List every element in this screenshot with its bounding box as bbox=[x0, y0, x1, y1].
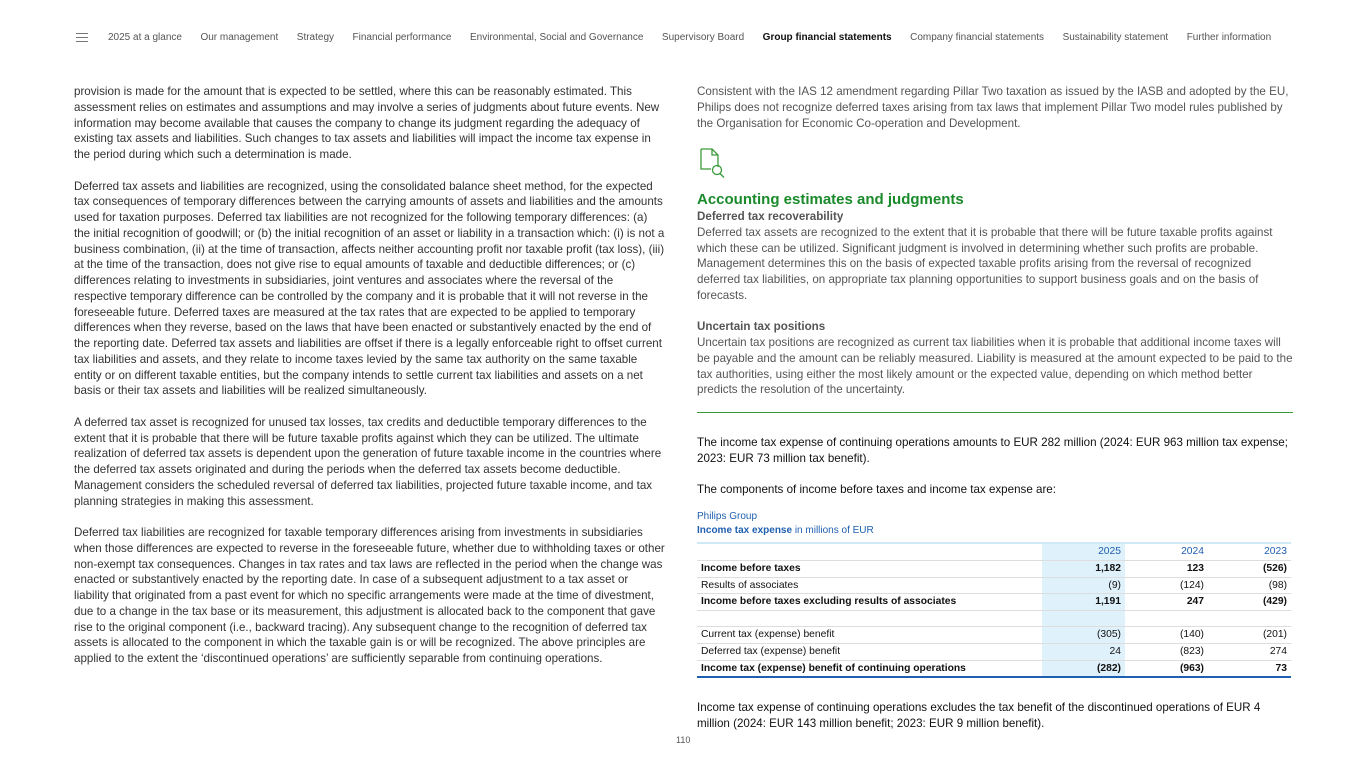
row-label: Current tax (expense) benefit bbox=[697, 627, 1042, 644]
nav-item[interactable]: Our management bbox=[200, 32, 279, 43]
paragraph: Deferred tax liabilities are recognized for taxable temporary differences arising from investments in subsidiaries when those differences are expected to reverse in the foreseeable future, whether due to withholding taxes or other non-exempt tax consequences. Changes in tax rates and tax laws are reflected in the period when the change was enacted or substantively enacted by the reporting date. In case of a subsequent adjustment to a tax asset or liability that originated from a past event for which no specific arrangements were made at the time of divestment, due to a change in the tax base or its measurement, this adjustment is allocated back to the component that gave rise to the original component (i.e., backward tracing). Any subsequent change to the recognition of deferred tax assets is allocated to the component in which the taxable gain is or will be recognized. The above principles are applied to the extent the ‘discontinued operations’ are sufficiently separable from continuing operations. bbox=[74, 526, 665, 665]
table-row bbox=[697, 643, 1291, 660]
cell: 123 bbox=[1125, 560, 1208, 577]
nav-item[interactable]: Strategy bbox=[296, 32, 335, 43]
cell: 24 bbox=[1042, 643, 1125, 660]
cell: 274 bbox=[1208, 643, 1291, 660]
nav-item[interactable]: Further information bbox=[1186, 32, 1272, 43]
table-caption-group: Philips Group bbox=[697, 511, 758, 522]
nav-item[interactable]: Company financial statements bbox=[910, 32, 1045, 43]
cell: (140) bbox=[1125, 627, 1208, 644]
spacer-row bbox=[697, 611, 1291, 627]
nav-item[interactable]: 2025 at a glance bbox=[108, 32, 182, 43]
row-label: Income before taxes excluding results of associates bbox=[697, 594, 1042, 611]
paragraph: Income tax expense of continuing operations excludes the tax benefit of the discontinued operations of EUR 4 million (2024: EUR 143 million benefit; 2023: EUR 9 million benefit). bbox=[697, 701, 1261, 730]
cell: 1,191 bbox=[1042, 594, 1125, 611]
nav-item-active[interactable]: Group financial statements bbox=[762, 32, 892, 43]
nav-item[interactable]: Supervisory Board bbox=[661, 32, 745, 43]
cell: 73 bbox=[1208, 660, 1291, 677]
cell: (282) bbox=[1042, 660, 1125, 677]
paragraph: The income tax expense of continuing operations amounts to EUR 282 million (2024: EUR 963 million tax expense; 2023: EUR 73 million tax benefit). bbox=[697, 436, 1288, 465]
nav-item[interactable]: Sustainability statement bbox=[1062, 32, 1169, 43]
cell: (124) bbox=[1125, 577, 1208, 594]
cell: (305) bbox=[1042, 627, 1125, 644]
cell: (963) bbox=[1125, 660, 1208, 677]
table-caption bbox=[697, 524, 1293, 538]
row-label: Income tax (expense) benefit of continuing operations bbox=[697, 660, 1042, 677]
income-tax-table bbox=[697, 542, 1291, 678]
table-unit: in millions of EUR bbox=[792, 525, 874, 536]
table-row bbox=[697, 627, 1291, 644]
table-row bbox=[697, 660, 1291, 677]
table-header-row bbox=[697, 543, 1291, 560]
row-label: Income before taxes bbox=[697, 560, 1042, 577]
table-row bbox=[697, 560, 1291, 577]
pillar-two-paragraph: Consistent with the IAS 12 amendment regarding Pillar Two taxation as issued by the IASB and adopted by the EU, Philips does not recognize deferred taxes arising from tax laws that implement Pillar Two model rules published by the Organisation for Economic Co-operation and Development. bbox=[697, 85, 1289, 130]
document-search-icon bbox=[699, 147, 1293, 183]
section-heading: Accounting estimates and judgments bbox=[697, 191, 964, 208]
year-header: 2023 bbox=[1208, 543, 1291, 560]
paragraph: A deferred tax asset is recognized for unused tax losses, tax credits and deductible temporary differences to the extent that it is probable that there will be future taxable profits against which they can be utilized. The ultimate realization of deferred tax assets is dependent upon the generation of future taxable income in the countries where the deferred tax assets originated and during the periods when the deferred tax assets become deductible. Management considers the scheduled reversal of deferred tax liabilities, projected future taxable income, and tax planning strategies in making this assessment. bbox=[74, 415, 662, 508]
cell: (201) bbox=[1208, 627, 1291, 644]
subheading: Uncertain tax positions bbox=[697, 320, 826, 334]
menu-icon[interactable] bbox=[76, 30, 88, 45]
nav-item[interactable]: Environmental, Social and Governance bbox=[469, 32, 644, 43]
cell: (98) bbox=[1208, 577, 1291, 594]
paragraph: Uncertain tax positions are recognized as current tax liabilities when it is probable that additional income taxes will be payable and the amount can be reliably measured. Liability is measured at the amount expected to be paid to the tax authorities, using either the most likely amount or the expected value, depending on which method better predicts the resolution of the uncertainty. bbox=[697, 336, 1293, 397]
right-column bbox=[697, 84, 1293, 748]
year-header: 2025 bbox=[1042, 543, 1125, 560]
divider bbox=[697, 412, 1293, 413]
subheading: Deferred tax recoverability bbox=[697, 210, 844, 223]
page-number: 110 bbox=[676, 735, 691, 745]
row-label: Deferred tax (expense) benefit bbox=[697, 643, 1042, 660]
cell: 247 bbox=[1125, 594, 1208, 611]
left-column bbox=[74, 84, 666, 683]
table-row bbox=[697, 577, 1291, 594]
top-nav bbox=[76, 30, 1290, 45]
cell: 1,182 bbox=[1042, 560, 1125, 577]
table-title: Income tax expense bbox=[697, 525, 793, 536]
cell: (823) bbox=[1125, 643, 1208, 660]
cell: (526) bbox=[1208, 560, 1291, 577]
paragraph: Deferred tax assets are recognized to the extent that it is probable that there will be future taxable profits against which these can be utilized. Significant judgment is involved in determining whether such profits are probable. Management determines this on the basis of expected taxable profits arising from the reversal of recognized deferred tax liabilities, on appropriate tax planning opportunities to support business goals and on the basis of forecasts. bbox=[697, 225, 1273, 302]
year-header: 2024 bbox=[1125, 543, 1208, 560]
paragraph: The components of income before taxes and income tax expense are: bbox=[697, 483, 1056, 497]
nav-item[interactable]: Financial performance bbox=[352, 32, 452, 43]
cell: (9) bbox=[1042, 577, 1125, 594]
paragraph: Deferred tax assets and liabilities are recognized, using the consolidated balance sheet method, for the expected tax consequences of temporary differences between the carrying amounts of assets and liabilities and the amounts used for taxation purposes. Deferred tax liabilities are not recognized for the following temporary differences: (a) the initial recognition of goodwill; or (b) the initial recognition of an asset or liability in a transaction which: (i) is not a business combination, (ii) at the time of transaction, affects neither accounting profit nor taxable profit (tax loss), (iii) at the time of the transaction, does not give rise to equal amounts of taxable and deductible differences; or (c) differences relating to investments in subsidiaries, joint ventures and associates where the reversal of the respective temporary difference can be controlled by the company and it is probable that it will not reverse in the foreseeable future. Deferred taxes are measured at the tax rates that are expected to be applied to temporary differences when they reverse, based on the laws that have been enacted or substantively enacted by the end of the reporting date. Deferred tax assets and liabilities are offset if there is a legally enforceable right to offset current tax liabilities and assets, and they relate to income taxes levied by the same tax authority on the same taxable entity or on different taxable entities, but the company intends to settle current tax liabilities and assets on a net basis or their tax assets and liabilities will be realized simultaneously. bbox=[74, 179, 665, 398]
cell: (429) bbox=[1208, 594, 1291, 611]
table-row bbox=[697, 594, 1291, 611]
paragraph: provision is made for the amount that is expected to be settled, where this can be reasonably estimated. This assessment relies on estimates and assumptions and may involve a series of judgments about future events. New information may become available that causes the company to change its judgment regarding the adequacy of existing tax assets and liabilities. Such changes to tax assets and liabilities will impact the income tax expense in the period during which such a determination is made. bbox=[74, 85, 660, 161]
row-label: Results of associates bbox=[697, 577, 1042, 594]
